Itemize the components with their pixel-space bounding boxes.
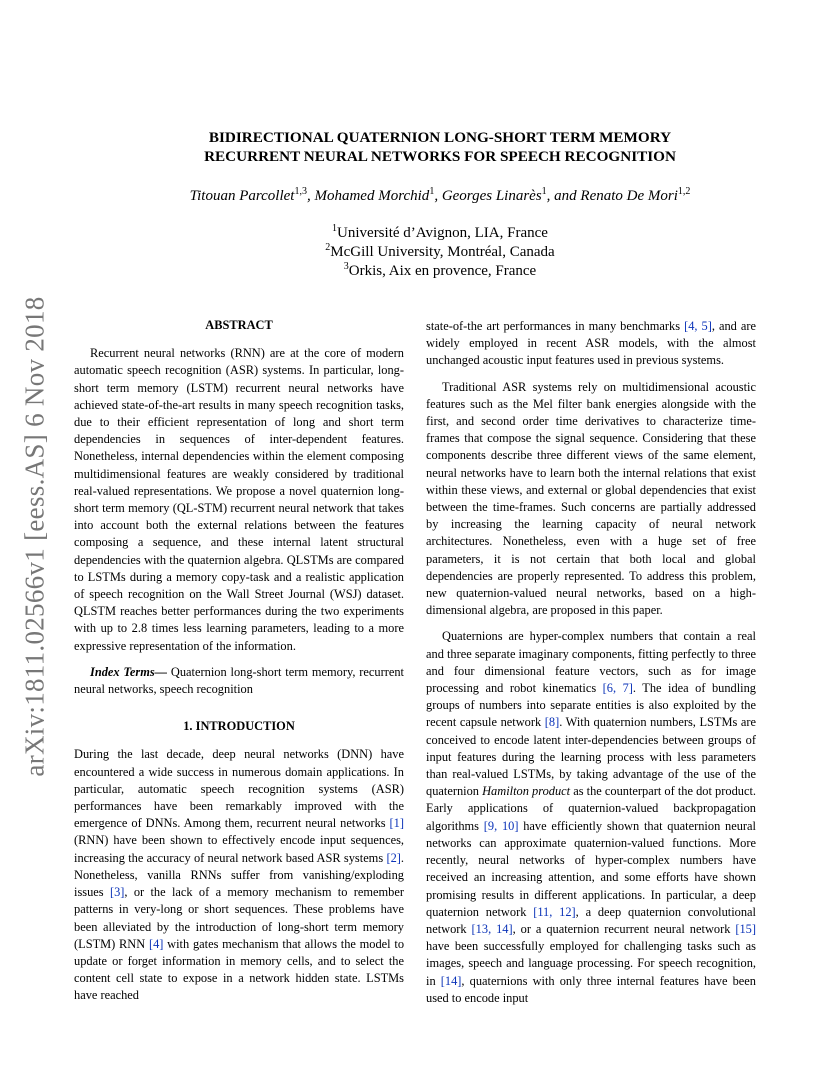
intro-heading: 1. INTRODUCTION [183,719,295,734]
citation-link[interactable]: [9, 10] [483,818,519,833]
affil-mark: 1 [332,223,338,234]
right-column [426,318,756,1016]
citation-link[interactable]: [11, 12] [533,904,576,919]
citation-link[interactable]: [8] [544,715,560,730]
citation-link[interactable]: [4, 5] [684,319,712,333]
italic-term: Hamilton product [482,784,571,799]
author-separator: , and [546,188,581,204]
intro-paragraph-3: Traditional ASR systems rely on multidimensional acoustic features such as the Mel filter bank energies alongside with the first, and second order time derivatives to characterize time-frames that compose the signal sequence. Considering that these components describe three different views of the same element, neural networks have to learn both the internal relations that exist within these views, and external or global dependencies that exist between the time-frames. Such concerns are partially addressed by increasing the learning capacity of neural network architectures. Nonetheless, even with a huge set of free parameters, it is not certain that both local and global dependencies are properly represented. To address this problem, new quaternion-valued neural networks, based on a high-dimensional algebra, are proposed in this paper. [426,379,756,618]
title-line-2: RECURRENT NEURAL NETWORKS FOR SPEECH RECOGNITION [204,148,676,165]
citation-link[interactable]: [15] [735,921,756,936]
affiliation-line [100,262,780,281]
citation-link[interactable]: [1] [389,816,404,831]
affiliation-line [100,224,780,243]
intro-paragraph-4: Quaternions are hyper-complex numbers that contain a real and three separate imaginary components, fitting perfectly to three and four dimensional feature vectors, such as for image processing and robot kinematics [6, 7]. The idea of bundling groups of numbers into separate entities is also exploited by the recent capsule network [8]. With quaternion numbers, LSTMs are conceived to encode latent inter-dependencies between groups of input features during the learning process with less parameters than real-valued LSTMs, by taking advantage of the use of the quaternion Hamilton product as the counterpart of the dot product. Early applications of quaternion-valued backpropagation algorithms [9, 10] have efficiently shown that quaternion neural networks can approximate quaternion-valued functions. More recently, neural networks of hyper-complex numbers have received an increasing attention, and some efforts have shown promising results in different applications. In particular, a deep quaternion network [11, 12], a deep quaternion convolutional network [13, 14], or a quaternion recurrent neural network [15] have been successfully employed for challenging tasks such as images, speech and language processing. For speech recognition, in [14], quaternions with only three internal features have been used to encode input [426,629,757,1005]
citation-link[interactable]: [13, 14] [471,921,513,936]
affil-text: Orkis, Aix en provence, France [348,263,537,279]
intro-paragraph-2: state-of-the art performances in many benchmarks [4, 5], and are widely employed in recent ASR models, with the almost unchanged acoustic input features used in previous systems. [426,319,756,368]
affil-mark: 2 [325,242,331,253]
intro-paragraph-1: During the last decade, deep neural networks (DNN) have encountered a wide success in numerous domain applications. In particular, automatic speech recognition systems (ASR) performances have been remarkably improved with the emergence of DNNs. Among them, recurrent neural networks [1] (RNN) have been shown to effectively encode input sequences, increasing the accuracy of neural network based ASR systems [2]. Nonetheless, vanilla RNNs suffer from vanishing/exploding issues [3], or the lack of a memory mechanism to remember patterns in very-long or short sequences. These problems have been alleviated by the introduction of long-short term memory (LSTM) RNN [4] with gates mechanism that allows the model to update or forget information in memory cells, and to select the content cell state to expose in a network hidden state. LSTMs have reached [74,747,405,1003]
affil-text: McGill University, Montréal, Canada [330,244,555,260]
affiliations [100,224,780,281]
affil-mark: 3 [343,261,349,272]
citation-link[interactable]: [6, 7] [602,681,633,696]
citation-link[interactable]: [2] [386,850,401,865]
arxiv-sidebar [10,0,60,1072]
title-line-1: BIDIRECTIONAL QUATERNION LONG-SHORT TERM MEMORY [208,129,672,146]
left-column [74,317,404,1014]
author-separator: , [434,188,442,204]
index-terms-label: Index Terms— [90,664,168,679]
affil-text: Université d’Avignon, LIA, France [337,225,548,241]
author-affil-mark: 1 [541,186,547,197]
index-terms [74,664,404,698]
paper-title [100,128,780,166]
arxiv-id: arXiv:1811.02566v1 [eess.AS] 6 Nov 2018 [19,295,50,777]
author-name: Georges Linarès [441,188,542,204]
author-name: Titouan Parcollet [189,188,295,204]
index-terms-text: Quaternion long-short term memory, recurrent neural networks, speech recognition [74,664,404,697]
citation-link[interactable]: [14] [440,973,462,988]
author-name: Renato De Mori [580,188,678,204]
author-affil-mark: 1 [429,186,435,197]
author-name: Mohamed Morchid [314,188,430,204]
abstract-heading: ABSTRACT [205,318,273,332]
citation-link[interactable]: [3] [109,885,125,900]
author-affil-mark: 1,2 [677,186,691,197]
citation-link[interactable]: [4] [148,936,164,951]
abstract-text: Recurrent neural networks (RNN) are at the core of modern automatic speech recognition (ASR) systems. In particular, long-short term memory (LSTM) recurrent neural networks have achieved state-of-the-art results in many speech recognition tasks, due to their efficient representation of long and short term dependencies in sequences of inter-dependent features. Nonetheless, internal dependencies within the element composing multidimensional features are weakly considered by traditional real-valued representations. We propose a novel quaternion long-short term memory (QL-STM) recurrent neural network that takes into account both the external relations between the features composing a sequence, and these internal latent structural dependencies with the quaternion algebra. QLSTMs are compared to LSTMs during a memory copy-task and a realistic application of speech recognition on the Wall Street Journal (WSJ) dataset. QLSTM reaches better performances during the two experiments with up to 2.8 times less learning parameters, leading to a more expressive representation of the information. [74,346,404,653]
affiliation-line [100,243,780,262]
author-affil-mark: 1,3 [294,186,307,197]
author-list [100,186,780,206]
author-separator: , [306,188,315,204]
